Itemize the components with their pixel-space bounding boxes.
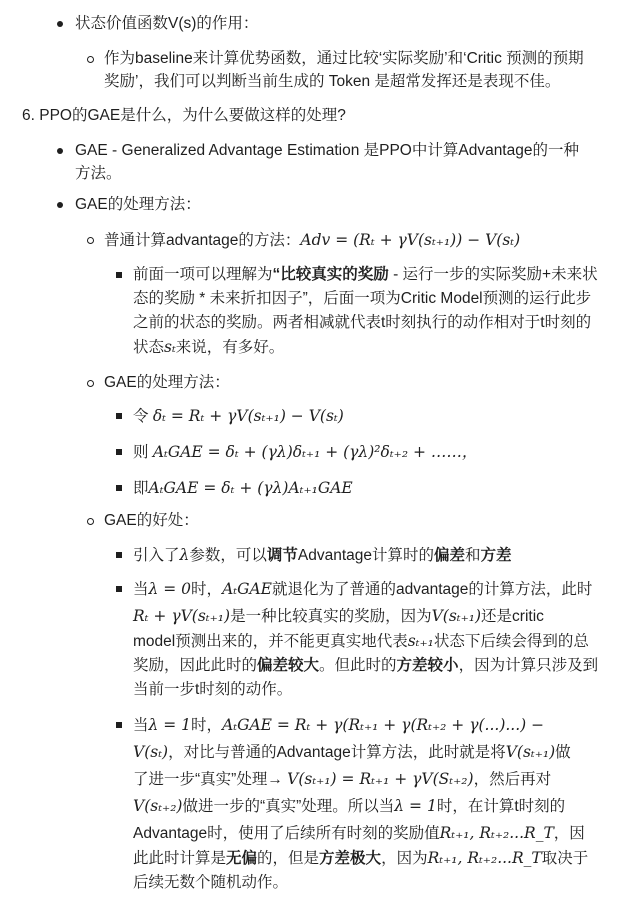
- gae-process-heading: GAE的处理方法：: [75, 196, 201, 213]
- square-bullet-icon: [116, 552, 122, 558]
- square-bullet-icon: [116, 586, 122, 592]
- benefit-3-line-2: V(sₜ)，对比与普通的Advantage计算方法，此时就是将V(sₜ₊₁)做: [133, 743, 571, 761]
- gae-benefit-label: GAE的好处：: [104, 512, 199, 529]
- s-value-role: 状态价值函数V(s)的作用：: [75, 15, 259, 32]
- question-6-title: 6. PPO的GAE是什么，为什么要做这样的处理?: [22, 107, 346, 124]
- circle-bullet-icon: [87, 518, 94, 525]
- benefit-3-line-4: V(sₜ₊₂)做进一步的“真实”处理。所以当λ = 1时，在计算t时刻的: [133, 797, 566, 815]
- square-bullet-icon: [116, 272, 122, 278]
- s-value-role-desc-2: 奖励’，我们可以判断当前生成的 Token 是超常发挥还是表现不佳。: [104, 73, 561, 90]
- gae-method-2: 则 AₜGAE = δₜ + (γλ)δₜ₊₁ + (γλ)²δₜ₊₂ + ……，: [133, 443, 478, 461]
- square-bullet-icon: [116, 449, 122, 455]
- benefit-2-line-2: Rₜ + γV(sₜ₊₁)是一种比较真实的奖励，因为V(sₜ₊₁)还是critic: [133, 607, 544, 625]
- normal-desc-3: 之前的状态的奖励。两者相减就代表t时刻执行的动作相对于t时刻的: [133, 314, 592, 331]
- gae-method-1: 令 δₜ = Rₜ + γV(sₜ₊₁) − V(sₜ): [133, 407, 344, 425]
- circle-bullet-icon: [87, 380, 94, 387]
- benefit-3-line-7: 后续无数个随机动作。: [133, 874, 289, 891]
- circle-bullet-icon: [87, 56, 94, 63]
- benefit-3-line-5: Advantage时，使用了后续所有时刻的奖励值Rₜ₊₁, Rₜ₊₂...R_T，因: [133, 824, 585, 842]
- square-bullet-icon: [116, 413, 122, 419]
- normal-desc-2: 态的奖励 * 未来折扣因子”，后面一项为Critic Model预测的运行此步: [133, 290, 592, 307]
- normal-desc-1: 前面一项可以理解为“比较真实的奖励 - 运行一步的实际奖励+未来状: [133, 266, 598, 283]
- benefit-3-line-6: 此此时计算是无偏的，但是方差极大，因为Rₜ₊₁, Rₜ₊₂...R_T取决于: [133, 849, 589, 867]
- benefit-2-line-4: 奖励，因此此时的偏差较大。但此时的方差较小，因为计算只涉及到: [133, 657, 599, 674]
- square-bullet-icon: [116, 485, 122, 491]
- bullet-dot-icon: [57, 21, 63, 27]
- gae-definition-2: 方法。: [75, 165, 122, 182]
- normal-desc-4: 状态sₜ来说，有多好。: [133, 338, 285, 356]
- benefit-2-line-5: 当前一步t时刻的动作。: [133, 681, 293, 698]
- benefit-1: 引入了λ参数，可以调节Advantage计算时的偏差和方差: [133, 546, 512, 564]
- benefit-3-line-1: 当λ = 1时，AₜGAE = Rₜ + γ(Rₜ₊₁ + γ(Rₜ₊₂ + γ(...)...) −: [133, 716, 545, 734]
- gae-definition-1: GAE - Generalized Advantage Estimation 是PPO中计算Advantage的一种: [75, 142, 579, 159]
- benefit-3-line-3: 了进一步“真实”处理→ V(sₜ₊₁) = Rₜ₊₁ + γV(Sₜ₊₂)，然后再对: [133, 770, 552, 788]
- gae-method-3: 即AₜGAE = δₜ + (γλ)Aₜ₊₁GAE: [133, 479, 353, 497]
- bullet-dot-icon: [57, 148, 63, 154]
- normal-advantage-line: 普通计算advantage的方法：Adv = (Rₜ + γV(sₜ₊₁)) − V(sₜ): [104, 231, 521, 249]
- circle-bullet-icon: [87, 237, 94, 244]
- s-value-role-desc-1: 作为baseline来计算优势函数，通过比较‘实际奖励’和‘Critic 预测的预期: [104, 50, 584, 67]
- square-bullet-icon: [116, 722, 122, 728]
- benefit-2-line-1: 当λ = 0时，AₜGAE就退化为了普通的advantage的计算方法，此时: [133, 580, 593, 598]
- advantage-formula: Adv = (Rₜ + γV(sₜ₊₁)) − V(sₜ): [300, 231, 521, 249]
- benefit-2-line-3: model预测出来的，并不能更真实地代表sₜ₊₁状态下后续会得到的总: [133, 632, 589, 650]
- gae-method-label: GAE的处理方法：: [104, 374, 230, 391]
- bullet-dot-icon: [57, 202, 63, 208]
